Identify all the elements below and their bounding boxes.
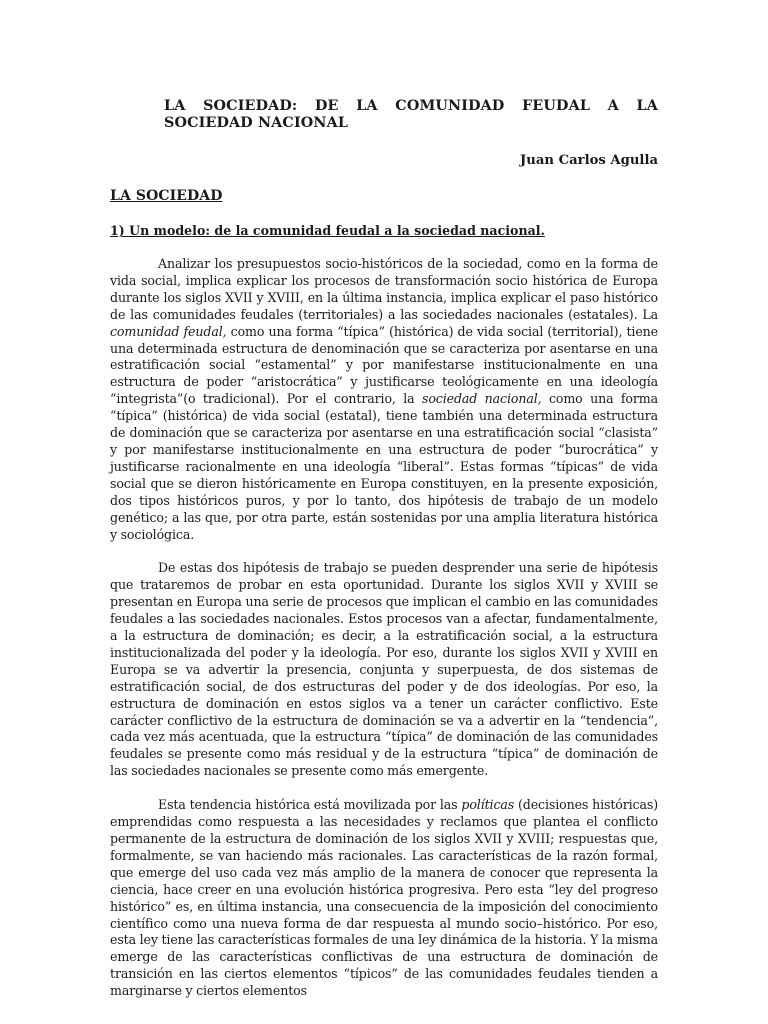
paragraph-3 <box>110 797 658 1000</box>
document-title: LA SOCIEDAD: DE LA COMUNIDAD FEUDAL A LA SOCIEDAD NACIONAL <box>164 98 658 131</box>
subsection-heading: 1) Un modelo: de la comunidad feudal a la sociedad nacional. <box>110 223 545 238</box>
paragraph-1-italic-comunidad-feudal: comunidad feudal, <box>110 323 227 339</box>
paragraph-1-italic-sociedad-nacional: sociedad nacional, <box>421 391 542 407</box>
paragraph-2: De estas dos hipótesis de trabajo se pueden desprender una serie de hipótesis que trataremos de probar en esta oportunidad. Durante los siglos XVII y XVIII se presentan en Europa una serie de procesos que implican el cambio en las comunidades feudales a las sociedades nacionales. Estos procesos van a afectar, fundamentalmente, a la estructura de dominación; es decir, a la estratificación social, a la estructura institucionalizada del poder y la ideología. Por eso, durante los siglos XVII y XVIII en Europa se va advertir la presencia, conjunta y superpuesta, de dos sistemas de estratificación social, de dos estructuras del poder y de dos ideologías. Por eso, la estructura de dominación en estos siglos va a tener un carácter conflictivo. Este carácter conflictivo de la estructura de dominación se va a advertir en la “tendencia”, cada vez más acentuada, que la estructura “típica” de dominación de las comunidades feudales se presente como más residual y de la estructura “típica” de dominación de las sociedades nacionales se presente como más emergente. <box>110 560 658 779</box>
paragraph-1-text-c: como una forma “típica” (histórica) de vida social (estatal), tiene también una determinada estructura de dominación que se caracteriza por asentarse en una estratificación social “clasista” y por manifestarse institucionalmente en una estructura de poder “burocrática” y justificarse racionalmente en una ideología “liberal”. Estas formas “típicas” de vida social que se dieron históricamente en Europa constituyen, en la presente exposición, dos tipos históricos puros, y por lo tanto, dos hipótesis de trabajo de un modelo genético; a las que, por otra parte, están sostenidas por una amplia literatura histórica y sociológica. <box>110 391 659 542</box>
author-name: Juan Carlos Agulla <box>520 153 658 168</box>
paragraph-1 <box>110 256 658 543</box>
paragraph-1-text-b: como una forma “típica” (histórica) de vida social (territorial), tiene una determinada estructura de denominación que se caracteriza por asentarse en una estratificación social “estamental” y por manifestarse institucionalmente en una estructura de poder “aristocrática” y justificarse teológicamente en una ideología “integrista”(o tradicional). Por el contrario, la <box>110 323 658 407</box>
paragraph-1-text-a: Analizar los presupuestos socio-históricos de la sociedad, como en la forma de vida social, implica explicar los procesos de transformación socio histórica de Europa durante los siglos XVII y XVIII, en la última instancia, implica explicar el paso histórico de las comunidades feudales (territoriales) a las sociedades nacionales (estatales). La <box>110 256 658 322</box>
section-heading: LA SOCIEDAD <box>110 188 223 204</box>
paragraph-3-italic-politicas: políticas <box>461 797 515 813</box>
paragraph-3-text-a: Esta tendencia histórica está movilizada por las <box>158 797 462 813</box>
document-page <box>110 98 658 1000</box>
paragraph-3-text-b: (decisiones históricas) emprendidas como respuesta a las necesidades y reclamos que plantea el conflicto permanente de la estructura de dominación de los siglos XVII y XVIII; respuestas que, formalmente, se van haciendo más racionales. Las características de la razón formal, que emerge del uso cada vez más amplio de la manera de conocer que representa la ciencia, hace creer en una evolución histórica progresiva. Pero esta “ley del progreso histórico” es, en última instancia, una consecuencia de la imposición del conocimiento científico como una nueva forma de dar respuesta al mundo socio–histórico. Por eso, esta ley tiene las características formales de una ley dinámica de la historia. Y la misma emerge de las características conflictivas de una estructura de dominación de transición en las ciertos elementos “típicos” de las comunidades feudales tienden a marginarse y ciertos elementos <box>110 797 658 999</box>
